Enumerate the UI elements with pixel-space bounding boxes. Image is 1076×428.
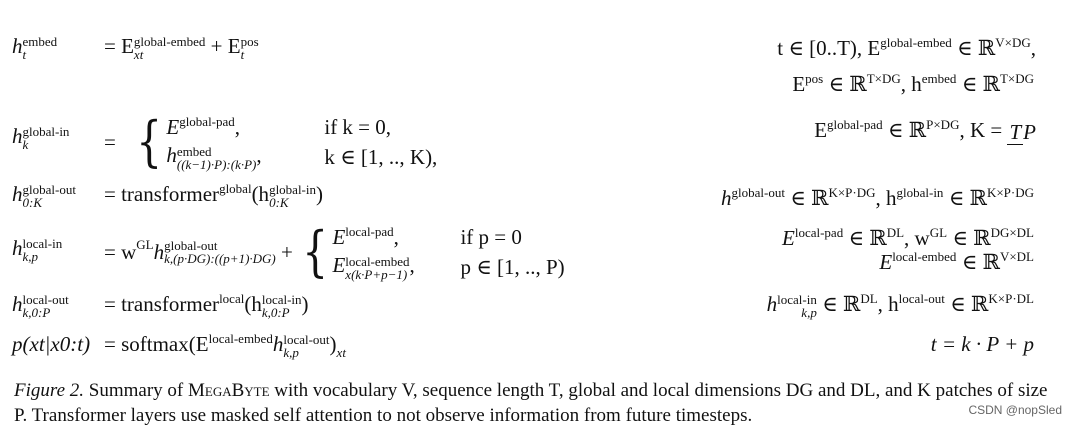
eq5-note-sub: k,p bbox=[801, 305, 817, 321]
eq2-case1-sup: global-pad bbox=[179, 114, 235, 130]
eq5-note-c: , h bbox=[877, 292, 899, 316]
eq2-case1-symbol: E bbox=[166, 115, 180, 139]
eq6-rhs-sup: local-embed bbox=[208, 331, 273, 347]
eq3-rhs-main: = transformer bbox=[104, 182, 220, 206]
eq3-note bbox=[721, 186, 1034, 210]
eq2-lhs-symbol: h bbox=[12, 124, 23, 148]
eq3-note-sup: global-out bbox=[731, 185, 785, 201]
eq5-note-d: ∈ ℝ bbox=[944, 292, 989, 316]
eq4-lhs bbox=[12, 236, 62, 263]
eq3-lhs-sup: global-out bbox=[22, 182, 76, 198]
eq4-rhs-main: = w bbox=[104, 240, 137, 264]
eq6-rhs bbox=[104, 332, 346, 359]
watermark: CSDN @nopSled bbox=[968, 403, 1062, 417]
eq4-rhs-b-sub: k,(p·DG):((p+1)·DG) bbox=[164, 251, 276, 266]
eq4-rhs bbox=[104, 222, 565, 282]
eq5-note bbox=[767, 292, 1034, 319]
eq1-note1-b-sup: V×DG bbox=[995, 35, 1031, 51]
eq4-rhs-b: h bbox=[153, 240, 165, 264]
eq1-note1-end: , bbox=[1030, 36, 1036, 60]
eq1-rhs-sub: xt bbox=[133, 47, 144, 63]
eq3-note-a: h bbox=[721, 186, 732, 210]
eq4-note-1 bbox=[782, 226, 1034, 250]
eq4-case-1 bbox=[332, 222, 564, 252]
eq2-cases bbox=[166, 112, 437, 172]
eq4-case2-sub: x(k·P+p−1) bbox=[345, 266, 408, 282]
eq4-note2-b-sup: V×DL bbox=[999, 249, 1034, 265]
eq6-note-text: t = k · P + p bbox=[930, 332, 1034, 356]
caption-lead: Figure 2. bbox=[14, 380, 85, 401]
eq4-case2-cond: p ∈ [1, .., P) bbox=[460, 255, 565, 279]
eq2-rhs bbox=[104, 112, 437, 172]
eq2-lhs bbox=[12, 124, 69, 151]
eq3-rhs-b-sub: 0:K bbox=[269, 195, 289, 211]
eq3-note-d: ∈ ℝ bbox=[943, 186, 987, 210]
eq3-rhs-b: (h bbox=[251, 182, 270, 206]
eq1-note-1 bbox=[777, 36, 1036, 60]
eq1-rhs-plus-term: + E bbox=[205, 34, 241, 58]
eq6-rhs-b-sup: local-out bbox=[283, 332, 330, 348]
eq1-note2-b: ∈ ℝ bbox=[823, 72, 867, 96]
eq5-lhs bbox=[12, 292, 69, 319]
eq4-note2-sup: local-embed bbox=[892, 249, 957, 265]
eq2-lhs-sup: global-in bbox=[22, 124, 70, 140]
eq3-note-d-sup: K×P·DG bbox=[986, 185, 1034, 201]
eq5-rhs-b: (h bbox=[244, 292, 262, 316]
eq5-rhs-main: = transformer bbox=[104, 292, 220, 316]
eq3-note-c-sup: global-in bbox=[896, 185, 944, 201]
eq4-case1-sup: local-pad bbox=[345, 224, 394, 240]
eq3-rhs-b-sup: global-in bbox=[269, 182, 316, 198]
eq4-note2-b: ∈ ℝ bbox=[956, 250, 1000, 274]
eq2-frac-den: P bbox=[1023, 120, 1036, 145]
eq5-rhs-sup: local bbox=[219, 291, 245, 307]
eq1-note1-a: t ∈ [0..T), E bbox=[777, 36, 881, 60]
eq1-rhs-sup: global-embed bbox=[133, 34, 206, 50]
eq4-lhs-sup: local-in bbox=[22, 236, 63, 252]
eq1-note2-d: ∈ ℝ bbox=[956, 72, 1000, 96]
eq1-lhs-sub: t bbox=[22, 47, 27, 63]
eq1-lhs-sup: embed bbox=[22, 34, 58, 50]
eq2-case-2 bbox=[166, 142, 437, 172]
eq4-note2-a: E bbox=[879, 250, 893, 274]
eq4-note-2 bbox=[879, 250, 1034, 274]
eq4-note1-sup: local-pad bbox=[794, 225, 844, 241]
eq5-rhs bbox=[104, 292, 309, 319]
eq4-rhs-sup: GL bbox=[136, 237, 154, 253]
eq4-cases bbox=[332, 222, 564, 282]
eq4-case1-cond: if p = 0 bbox=[460, 225, 522, 249]
eq5-note-b: ∈ ℝ bbox=[816, 292, 861, 316]
eq2-left-brace: { bbox=[136, 110, 163, 173]
eq3-rhs-sup: global bbox=[219, 181, 252, 197]
eq6-rhs-main: = softmax(E bbox=[104, 332, 209, 356]
eq1-rhs bbox=[104, 34, 259, 61]
caption-text-b: with vocabulary V, sequence length T, global and local dimensions DG and DL, and K patches of size P. Transformer layers use masked self attention to not observe information from future timesteps. bbox=[14, 380, 1048, 426]
eq4-case2-sup: local-embed bbox=[345, 253, 410, 269]
eq4-case2-symbol: E bbox=[332, 253, 346, 278]
eq6-note bbox=[931, 332, 1034, 356]
eq3-rhs bbox=[104, 182, 323, 209]
eq1-note2-b-sup: T×DG bbox=[866, 71, 901, 87]
eq3-note-b: ∈ ℝ bbox=[784, 186, 829, 210]
eq2-case2-symbol: h bbox=[166, 143, 177, 168]
eq2-lhs-sub: k bbox=[22, 137, 29, 153]
eq6-rhs-b-sub: k,p bbox=[283, 345, 299, 361]
eq5-note-d-sup: K×P·DL bbox=[988, 291, 1034, 307]
eq5-rhs-end: ) bbox=[301, 292, 309, 316]
eq2-note bbox=[814, 118, 1036, 144]
eq4-note1-d-sup: DG×DL bbox=[990, 225, 1034, 241]
eq2-note-sup: global-pad bbox=[827, 117, 883, 133]
eq5-rhs-b-sub: k,0:P bbox=[261, 305, 290, 321]
eq2-case2-sub: ((k−1)·P):(k·P) bbox=[176, 156, 257, 172]
eq4-note1-c: , w bbox=[904, 226, 930, 250]
eq1-rhs2-sub: t bbox=[240, 47, 245, 63]
eq2-case2-end: , bbox=[256, 143, 262, 168]
eq6-lhs bbox=[12, 332, 90, 356]
eq6-rhs-end: ) bbox=[329, 332, 337, 356]
eq1-lhs-symbol: h bbox=[12, 34, 23, 58]
eq5-note-b-sup: DL bbox=[860, 291, 878, 307]
eq1-lhs bbox=[12, 34, 57, 61]
eq2-case-1 bbox=[166, 112, 437, 142]
eq4-note1-b-sup: DL bbox=[886, 225, 905, 241]
eq4-note1-c-sup: GL bbox=[929, 225, 948, 241]
eq3-lhs-symbol: h bbox=[12, 182, 23, 206]
eq2-note-b-sup: P×DG bbox=[926, 117, 960, 133]
eq2-note-c: , K = bbox=[959, 118, 1008, 142]
caption-model-name: MegaByte bbox=[187, 380, 270, 401]
eq3-note-c: , h bbox=[875, 186, 897, 210]
eq1-rhs2-sup: pos bbox=[240, 34, 259, 50]
eq2-case1-end: , bbox=[234, 115, 241, 139]
eq4-note1-d: ∈ ℝ bbox=[947, 226, 991, 250]
eq1-note2-c: , h bbox=[900, 72, 922, 96]
eq3-note-b-sup: K×P·DG bbox=[828, 185, 876, 201]
eq1-rhs-main: = E bbox=[104, 34, 134, 58]
eq4-note1-b: ∈ ℝ bbox=[843, 226, 887, 250]
eq3-lhs-sub: 0:K bbox=[22, 195, 42, 211]
eq1-note1-b: ∈ ℝ bbox=[951, 36, 996, 60]
eq5-rhs-b-sup: local-in bbox=[261, 292, 302, 308]
eq3-lhs bbox=[12, 182, 76, 209]
eq4-left-brace: { bbox=[302, 220, 329, 283]
eq2-case1-cond: if k = 0, bbox=[324, 115, 392, 139]
eq4-case1-end: , bbox=[393, 225, 399, 249]
eq5-lhs-sup: local-out bbox=[22, 292, 69, 308]
eq2-equals: = bbox=[104, 130, 116, 154]
eq5-note-sup: local-in bbox=[777, 292, 817, 308]
eq4-rhs-b-sup: global-out bbox=[164, 238, 218, 253]
eq5-note-c-sup: local-out bbox=[898, 291, 945, 307]
eq2-frac-num: T bbox=[1009, 120, 1022, 145]
eq1-note1-sup: global-embed bbox=[880, 35, 952, 51]
eq2-fraction bbox=[1007, 120, 1036, 144]
eq4-case1-symbol: E bbox=[332, 225, 346, 249]
eq4-lhs-symbol: h bbox=[12, 236, 23, 260]
eq6-rhs-b: h bbox=[272, 332, 284, 356]
eq1-note2-d-sup: T×DG bbox=[999, 71, 1034, 87]
eq1-note2-a: E bbox=[792, 72, 806, 96]
eq1-note2-sup: pos bbox=[805, 71, 824, 87]
eq4-note1-a: E bbox=[782, 226, 795, 250]
eq5-note-a: h bbox=[766, 292, 778, 316]
eq4-lhs-sub: k,p bbox=[22, 249, 39, 265]
eq6-lhs-text: p(xt|x0:t) bbox=[12, 332, 91, 356]
eq5-lhs-symbol: h bbox=[12, 292, 23, 316]
eq2-case2-sup: embed bbox=[176, 143, 212, 159]
eq4-case-2 bbox=[332, 252, 564, 282]
eq2-case2-cond: k ∈ [1, .., K), bbox=[324, 145, 438, 169]
figure-caption bbox=[14, 378, 1064, 428]
eq2-note-a: E bbox=[814, 118, 828, 142]
eq3-rhs-end: ) bbox=[316, 182, 323, 206]
eq1-note2-c-sup: embed bbox=[921, 71, 957, 87]
caption-text-a: Summary of bbox=[84, 380, 188, 401]
eq6-rhs-end-sub: xt bbox=[336, 344, 346, 360]
eq4-plus: + bbox=[275, 240, 299, 264]
eq1-note-2 bbox=[792, 72, 1034, 96]
eq5-lhs-sub: k,0:P bbox=[22, 305, 51, 321]
eq4-case2-end: , bbox=[409, 253, 415, 278]
eq2-note-b: ∈ ℝ bbox=[882, 118, 927, 142]
